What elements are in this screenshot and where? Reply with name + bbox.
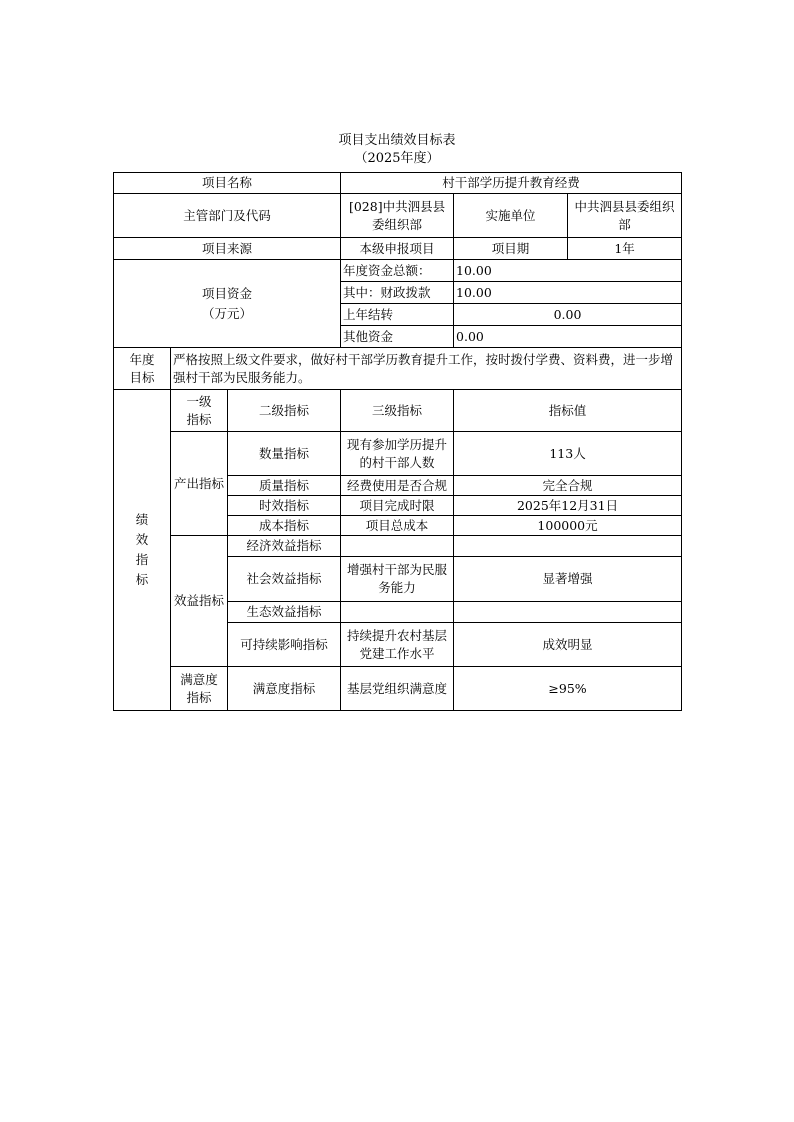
impl-unit-label: 实施单位 [454,194,568,238]
document-title-block [113,132,681,168]
source-label: 项目来源 [114,238,341,260]
benefit-l2: 生态效益指标 [228,602,341,623]
benefit-l2: 社会效益指标 [228,557,341,602]
document-title: 项目支出绩效目标表 [338,133,456,148]
output-l3: 项目完成时限 [341,496,454,516]
benefit-value: 成效明显 [454,623,682,667]
period-value: 1年 [568,238,682,260]
goal-label-line1: 年度 [129,351,155,367]
funds-other-label: 其他资金 [341,326,454,348]
funds-fiscal-label: 其中：财政拨款 [341,282,454,304]
benefit-l3 [341,602,454,623]
funds-carryover-label: 上年结转 [341,304,454,326]
funds-total-label: 年度资金总额： [341,260,454,282]
performance-target-table [113,172,682,711]
satisfaction-l3: 基层党组织满意度 [341,667,454,711]
source-value: 本级申报项目 [341,238,454,260]
output-l2: 时效指标 [228,496,341,516]
benefit-value [454,536,682,557]
header-level3: 三级指标 [341,390,454,432]
funds-other-value: 0.00 [454,326,682,348]
section-char-3: 指 [135,552,149,567]
funds-total-value: 10.00 [454,260,682,282]
benefit-value [454,602,682,623]
satisfaction-value: ≥95% [454,667,682,711]
goal-label-line2: 目标 [129,369,155,385]
output-value: 113人 [454,432,682,476]
header-value: 指标值 [454,390,682,432]
funds-carryover-value: 0.00 [454,304,682,326]
header-level1: 一级指标 [171,390,228,432]
goal-text: 严格按照上级文件要求，做好村干部学历教育提升工作，按时拨付学费、资料费，进一步增强村干部为民服务能力。 [171,348,682,390]
output-indicator-label: 产出指标 [171,432,228,536]
output-l2: 成本指标 [228,516,341,536]
project-name-label: 项目名称 [114,173,341,194]
benefit-l2: 经济效益指标 [228,536,341,557]
benefit-l3 [341,536,454,557]
output-value: 100000元 [454,516,682,536]
output-l3: 经费使用是否合规 [341,476,454,496]
output-value: 完全合规 [454,476,682,496]
satisfaction-indicator-label: 满意度指标 [171,667,228,711]
period-label: 项目期 [454,238,568,260]
output-value: 2025年12月31日 [454,496,682,516]
output-l3: 现有参加学历提升的村干部人数 [341,432,454,476]
output-l3: 项目总成本 [341,516,454,536]
section-char-1: 绩 [135,512,149,527]
document-year: （2025年度） [354,151,440,166]
dept-value: [028]中共泗县县委组织部 [341,194,454,238]
funds-label-line2: （万元） [202,305,253,321]
goal-label [114,348,171,390]
funds-label [114,260,341,348]
indicator-section-label [114,390,171,711]
benefit-l3: 持续提升农村基层党建工作水平 [341,623,454,667]
output-l2: 质量指标 [228,476,341,496]
benefit-value: 显著增强 [454,557,682,602]
section-char-2: 效 [135,532,149,547]
funds-fiscal-value: 10.00 [454,282,682,304]
funds-label-line1: 项目资金 [202,285,253,301]
impl-unit-value: 中共泗县县委组织部 [568,194,682,238]
section-char-4: 标 [135,572,149,587]
satisfaction-l2: 满意度指标 [228,667,341,711]
output-l2: 数量指标 [228,432,341,476]
dept-label: 主管部门及代码 [114,194,341,238]
benefit-l2: 可持续影响指标 [228,623,341,667]
project-name-value: 村干部学历提升教育经费 [341,173,682,194]
header-level2: 二级指标 [228,390,341,432]
benefit-indicator-label: 效益指标 [171,536,228,667]
benefit-l3: 增强村干部为民服务能力 [341,557,454,602]
